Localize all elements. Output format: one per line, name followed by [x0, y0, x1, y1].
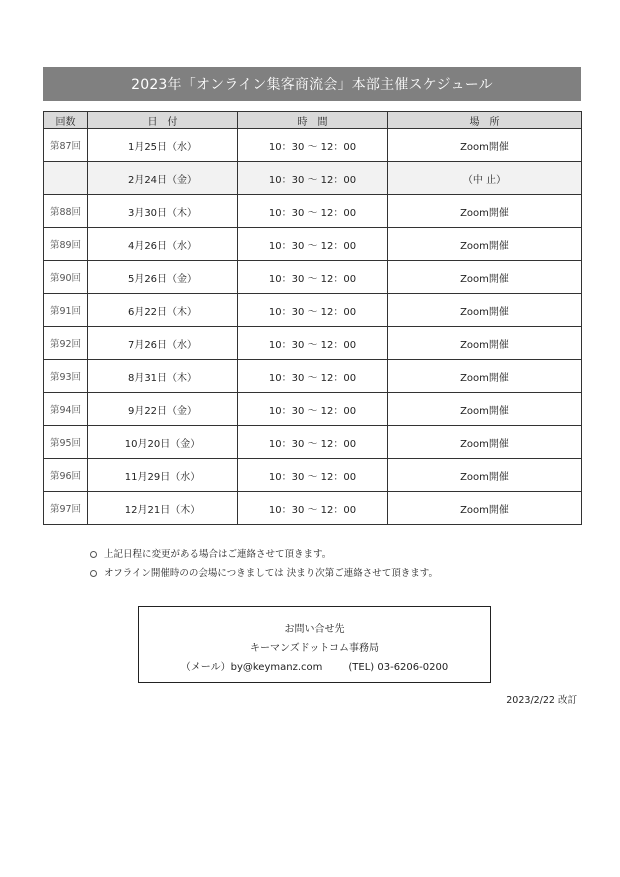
cell-count: 第94回 [44, 393, 88, 426]
cell-date: 12月21日（木） [88, 492, 238, 525]
cell-count: 第95回 [44, 426, 88, 459]
cell-count: 第97回 [44, 492, 88, 525]
cell-time: 10：30 ～ 12：00 [238, 261, 388, 294]
cell-place: Zoom開催 [388, 294, 582, 327]
note-text: オフライン開催時のの会場につきましては 決まり次第ご連絡させて頂きます。 [104, 568, 439, 579]
contact-mail: （メール）by@keymanz.com [180, 662, 323, 673]
revision-date: 2023/2/22 改訂 [506, 695, 577, 706]
cell-place: Zoom開催 [388, 261, 582, 294]
table-row [44, 459, 582, 492]
contact-tel: (TEL) 03-6206-0200 [348, 662, 449, 673]
cell-time: 10：30 ～ 12：00 [238, 195, 388, 228]
cell-date: 11月29日（水） [88, 459, 238, 492]
contact-box [138, 606, 491, 683]
cell-date: 7月26日（水） [88, 327, 238, 360]
cell-place: （中 止） [388, 162, 582, 195]
cell-time: 10：30 ～ 12：00 [238, 162, 388, 195]
cell-count: 第96回 [44, 459, 88, 492]
table-row-cancelled [44, 162, 582, 195]
header-time: 時 間 [238, 112, 388, 129]
circle-bullet-icon [90, 551, 97, 558]
cell-count: 第88回 [44, 195, 88, 228]
table-row [44, 294, 582, 327]
cell-place: Zoom開催 [388, 228, 582, 261]
cell-time: 10：30 ～ 12：00 [238, 294, 388, 327]
table-header-row [44, 112, 582, 129]
header-place: 場 所 [388, 112, 582, 129]
cell-place: Zoom開催 [388, 492, 582, 525]
cell-place: Zoom開催 [388, 327, 582, 360]
cell-count [44, 162, 88, 195]
cell-count: 第87回 [44, 129, 88, 162]
cell-place: Zoom開催 [388, 129, 582, 162]
cell-place: Zoom開催 [388, 393, 582, 426]
contact-line [139, 658, 490, 677]
cell-place: Zoom開催 [388, 426, 582, 459]
table-row [44, 492, 582, 525]
circle-bullet-icon [90, 570, 97, 577]
cell-count: 第90回 [44, 261, 88, 294]
table-row [44, 327, 582, 360]
table-row [44, 426, 582, 459]
cell-date: 5月26日（金） [88, 261, 238, 294]
cell-count: 第89回 [44, 228, 88, 261]
schedule-table [43, 111, 582, 525]
contact-heading: お問い合せ先 [284, 624, 345, 635]
cell-time: 10：30 ～ 12：00 [238, 426, 388, 459]
table-row [44, 195, 582, 228]
page-title: 2023年「オンライン集客商流会」本部主催スケジュール [43, 67, 581, 101]
cell-date: 1月25日（水） [88, 129, 238, 162]
cell-time: 10：30 ～ 12：00 [238, 129, 388, 162]
header-count: 回数 [44, 112, 88, 129]
cell-place: Zoom開催 [388, 360, 582, 393]
cell-count: 第92回 [44, 327, 88, 360]
cell-time: 10：30 ～ 12：00 [238, 228, 388, 261]
cell-place: Zoom開催 [388, 459, 582, 492]
notes-list [90, 545, 438, 583]
cell-time: 10：30 ～ 12：00 [238, 492, 388, 525]
header-date: 日 付 [88, 112, 238, 129]
table-row [44, 228, 582, 261]
cell-date: 3月30日（木） [88, 195, 238, 228]
cell-count: 第91回 [44, 294, 88, 327]
cell-time: 10：30 ～ 12：00 [238, 360, 388, 393]
cell-date: 10月20日（金） [88, 426, 238, 459]
contact-org: キーマンズドットコム事務局 [250, 643, 379, 654]
cell-time: 10：30 ～ 12：00 [238, 459, 388, 492]
cell-date: 8月31日（木） [88, 360, 238, 393]
cell-date: 9月22日（金） [88, 393, 238, 426]
table-row [44, 261, 582, 294]
cell-time: 10：30 ～ 12：00 [238, 393, 388, 426]
table-row [44, 393, 582, 426]
note-text: 上記日程に変更がある場合はご連絡させて頂きます。 [104, 549, 332, 560]
table-row [44, 360, 582, 393]
note-item [90, 564, 438, 583]
note-item [90, 545, 438, 564]
cell-count: 第93回 [44, 360, 88, 393]
cell-time: 10：30 ～ 12：00 [238, 327, 388, 360]
table-row [44, 129, 582, 162]
cell-date: 4月26日（水） [88, 228, 238, 261]
cell-date: 2月24日（金） [88, 162, 238, 195]
cell-date: 6月22日（木） [88, 294, 238, 327]
cell-place: Zoom開催 [388, 195, 582, 228]
